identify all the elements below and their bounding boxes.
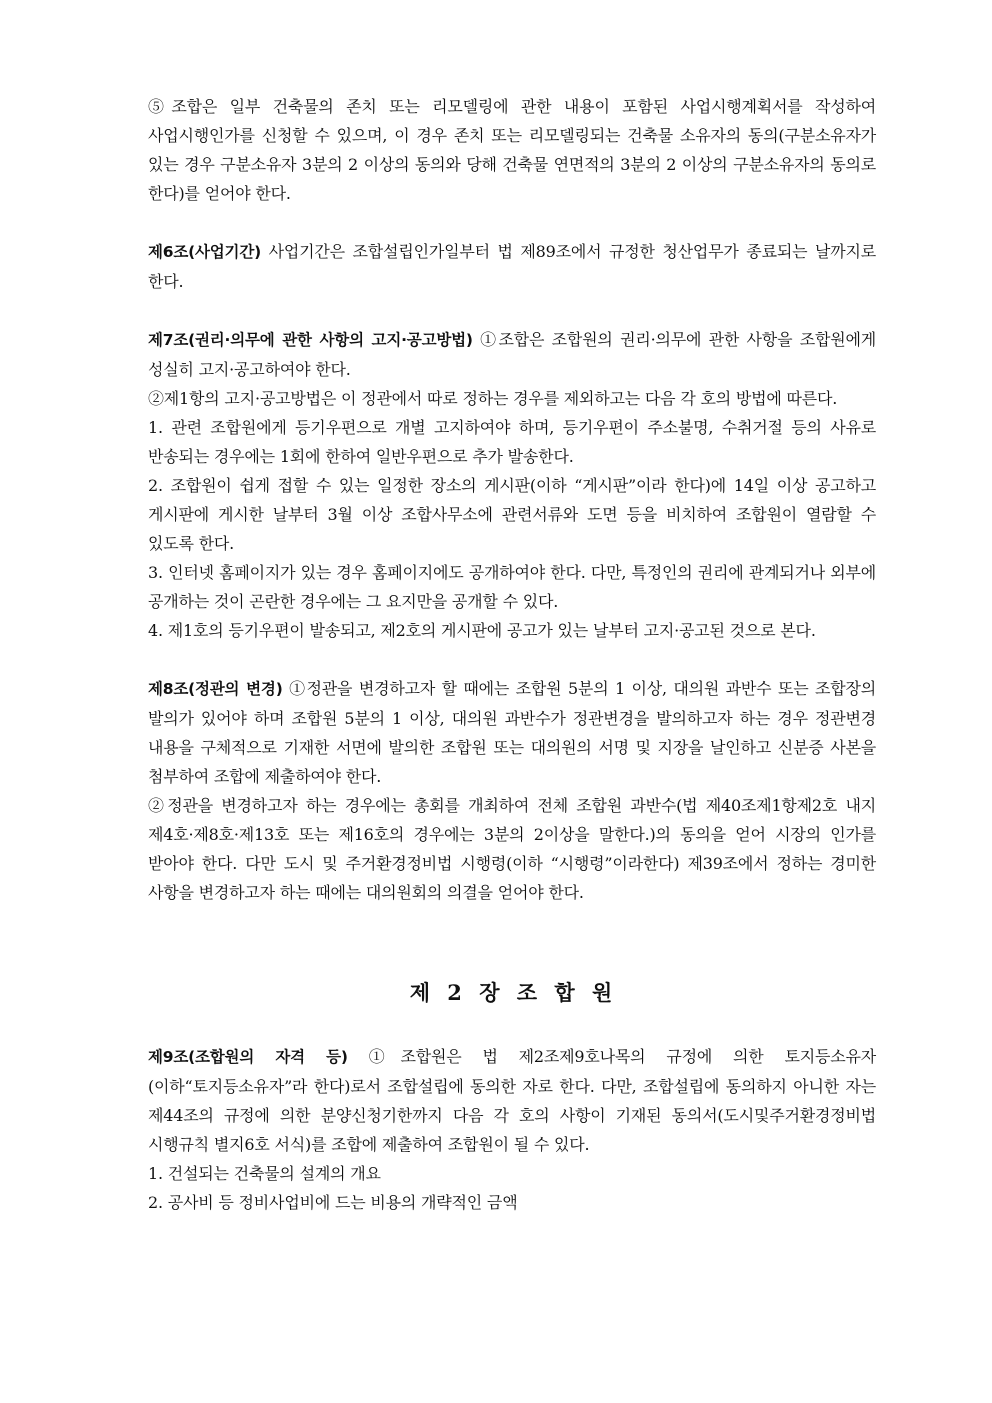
article-7-item-1: 1. 관련 조합원에게 등기우편으로 개별 고지하여야 하며, 등기우편이 주소불명, 수취거절 등의 사유로 반송되는 경우에는 1회에 한하여 일반우편으로 추가 발송한다. [148,418,876,466]
article-7-item-4: 4. 제1호의 등기우편이 발송되고, 제2호의 게시판에 공고가 있는 날부터 고지·공고된 것으로 본다. [148,621,816,640]
article-9-paragraph-1 [148,1042,876,1159]
article-8-p1-text: ①정관을 변경하고자 할 때에는 조합원 5분의 1 이상, 대의원 과반수 또는 조합장의 발의가 있어야 하며 조합원 5분의 1 이상, 대의원 과반수가 정관변경을 발의하고자 하는 경우 정관변경 내용을 구체적으로 기재한 서면에 발의한 조합원 또는 대의원의 서명 및 지장을 날인하고 신분증 사본을 첨부하여 조합에 제출하여야 한다. [148,679,876,786]
article-6-body: 사업기간은 조합설립인가일부터 법 제89조에서 규정한 청산업무가 종료되는 날까지로 한다. [148,242,876,291]
spacer [148,645,876,674]
article-7-paragraph-1 [148,325,876,384]
spacer [148,907,876,949]
article-7-title: 제7조(권리·의무에 관한 사항의 고지·공고방법) [148,331,473,349]
article-9-title: 제9조(조합원의 자격 등) [148,1048,348,1066]
article-7-item-2: 2. 조합원이 쉽게 접할 수 있는 일정한 장소의 게시판(이하 “게시판”이라 한다)에 14일 이상 공고하고 게시판에 게시한 날부터 3월 이상 조합사무소에 관련서류와 도면 등을 비치하여 조합원이 열람할 수 있도록 한다. [148,476,876,553]
article-9-p1-text: ①조합원은 법 제2조제9호나목의 규정에 의한 토지등소유자(이하“토지등소유자”라 한다)로서 조합설립에 동의한 자로 한다. 다만, 조합설립에 동의하지 아니한 자는 제44조의 규정에 의한 분양신청기한까지 다음 각 호의 사항이 기재된 동의서(도시및주거환경정비법 시행규칙 별지6호 서식)를 조합에 제출하여 조합원이 될 수 있다. [148,1047,877,1154]
article-8-title: 제8조(정관의 변경) [148,680,283,698]
document-page [148,92,876,1217]
article-9-item-1: 1. 건설되는 건축물의 설계의 개요 [148,1164,381,1183]
chapter-title: 제 2 장 조 합 원 [409,980,615,1005]
article-7-paragraph-2: ②제1항의 고지·공고방법은 이 정관에서 따로 정하는 경우를 제외하고는 다음 각 호의 방법에 따른다. [148,389,838,408]
article-6 [148,237,876,296]
article-8-paragraph-1 [148,674,876,791]
article-9-item-2: 2. 공사비 등 정비사업비에 드는 비용의 개략적인 금액 [148,1193,518,1212]
article-7-item-3: 3. 인터넷 홈페이지가 있는 경우 홈페이지에도 공개하여야 한다. 다만, 특정인의 권리에 관계되거나 외부에 공개하는 것이 곤란한 경우에는 그 요지만을 공개할 수 있다. [148,563,876,611]
article-6-title: 제6조(사업기간) [148,243,261,261]
spacer [148,208,876,237]
spacer [148,296,876,325]
article-8-paragraph-2: ②정관을 변경하고자 하는 경우에는 총회를 개최하여 전체 조합원 과반수(법 제40조제1항제2호 내지 제4호·제8호·제13호 또는 제16호의 경우에는 3분의 2이상을 말한다.)의 동의을 얻어 시장의 인가를 받아야 한다. 다만 도시 및 주거환경정비법 시행령(이하 “시행령”이라한다) 제39조에서 정하는 경미한 사항을 변경하고자 하는 때에는 대의원회의 의결을 얻어야 한다. [148,796,876,902]
spacer [148,949,876,978]
article-5-paragraph-5: ⑤조합은 일부 건축물의 존치 또는 리모델링에 관한 내용이 포함된 사업시행계획서를 작성하여 사업시행인가를 신청할 수 있으며, 이 경우 존치 또는 리모델링되는 건축물 소유자의 동의(구분소유자가 있는 경우 구분소유자 3분의 2 이상의 동의와 당해 건축물 연면적의 3분의 2 이상의 구분소유자의 동의로 한다)를 얻어야 한다. [148,97,876,203]
article-7-p1-text: ①조합은 조합원의 권리·의무에 관한 사항을 조합원에게 성실히 고지·공고하여야 한다. [148,330,877,379]
